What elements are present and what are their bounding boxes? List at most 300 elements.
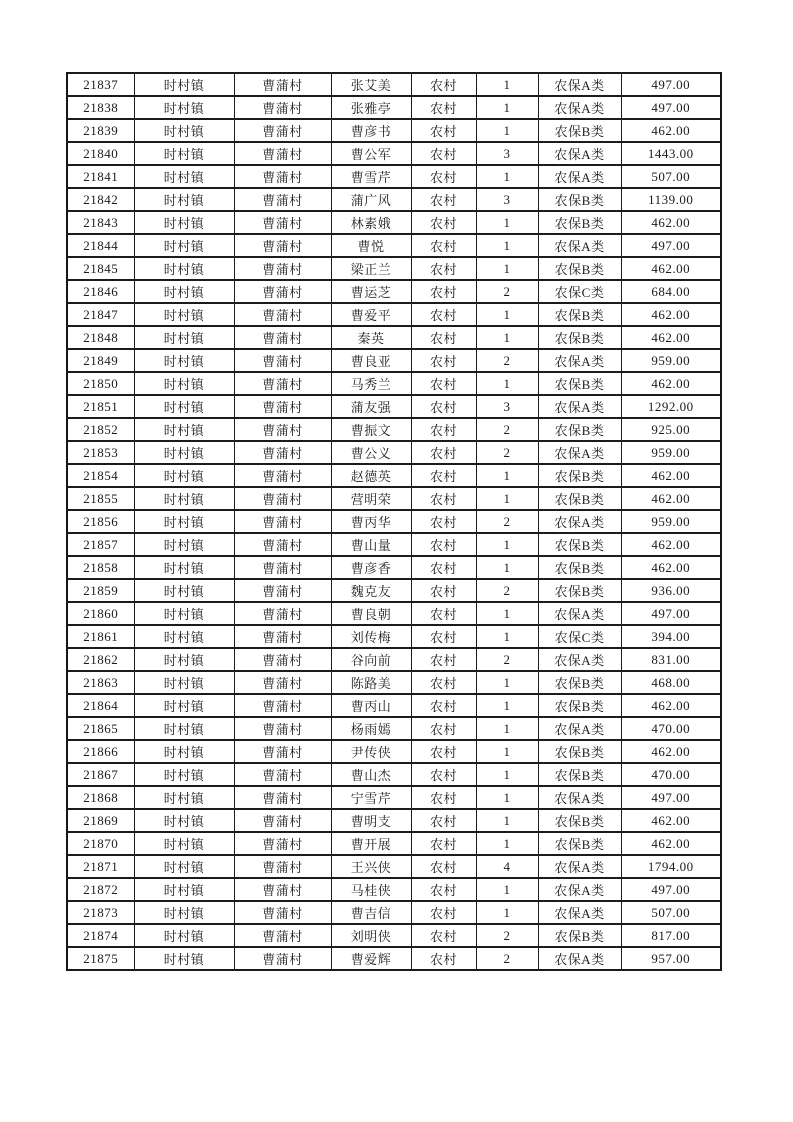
table-row	[67, 142, 721, 165]
category-cell: 农保C类	[538, 280, 621, 303]
seq-cell: 21853	[67, 441, 134, 464]
name-cell: 曹良亚	[331, 349, 411, 372]
category-cell: 农保B类	[538, 326, 621, 349]
residence-cell: 农村	[411, 648, 476, 671]
name-cell: 刘传梅	[331, 625, 411, 648]
amount-cell: 831.00	[621, 648, 721, 671]
count-cell: 2	[476, 924, 538, 947]
name-cell: 曹丙山	[331, 694, 411, 717]
town-cell: 时村镇	[134, 257, 234, 280]
amount-cell: 959.00	[621, 441, 721, 464]
name-cell: 陈路美	[331, 671, 411, 694]
count-cell: 1	[476, 717, 538, 740]
seq-cell: 21839	[67, 119, 134, 142]
residence-cell: 农村	[411, 303, 476, 326]
village-cell: 曹蒲村	[234, 671, 331, 694]
residence-cell: 农村	[411, 740, 476, 763]
village-cell: 曹蒲村	[234, 441, 331, 464]
category-cell: 农保B类	[538, 418, 621, 441]
category-cell: 农保A类	[538, 73, 621, 96]
name-cell: 曹公军	[331, 142, 411, 165]
name-cell: 曹良朝	[331, 602, 411, 625]
residence-cell: 农村	[411, 947, 476, 970]
town-cell: 时村镇	[134, 832, 234, 855]
name-cell: 王兴侠	[331, 855, 411, 878]
town-cell: 时村镇	[134, 464, 234, 487]
count-cell: 2	[476, 648, 538, 671]
category-cell: 农保B类	[538, 257, 621, 280]
town-cell: 时村镇	[134, 533, 234, 556]
residence-cell: 农村	[411, 441, 476, 464]
table-row	[67, 257, 721, 280]
town-cell: 时村镇	[134, 188, 234, 211]
table-row	[67, 119, 721, 142]
category-cell: 农保A类	[538, 901, 621, 924]
category-cell: 农保B类	[538, 924, 621, 947]
residence-cell: 农村	[411, 901, 476, 924]
village-cell: 曹蒲村	[234, 395, 331, 418]
amount-cell: 1794.00	[621, 855, 721, 878]
town-cell: 时村镇	[134, 694, 234, 717]
table-row	[67, 602, 721, 625]
count-cell: 1	[476, 165, 538, 188]
village-cell: 曹蒲村	[234, 188, 331, 211]
count-cell: 1	[476, 625, 538, 648]
payment-roster-table	[66, 72, 722, 971]
count-cell: 1	[476, 602, 538, 625]
table-row	[67, 901, 721, 924]
village-cell: 曹蒲村	[234, 96, 331, 119]
category-cell: 农保A类	[538, 349, 621, 372]
seq-cell: 21858	[67, 556, 134, 579]
town-cell: 时村镇	[134, 487, 234, 510]
town-cell: 时村镇	[134, 418, 234, 441]
seq-cell: 21844	[67, 234, 134, 257]
town-cell: 时村镇	[134, 855, 234, 878]
residence-cell: 农村	[411, 487, 476, 510]
seq-cell: 21845	[67, 257, 134, 280]
residence-cell: 农村	[411, 602, 476, 625]
name-cell: 曹开展	[331, 832, 411, 855]
amount-cell: 936.00	[621, 579, 721, 602]
amount-cell: 507.00	[621, 165, 721, 188]
count-cell: 3	[476, 188, 538, 211]
seq-cell: 21837	[67, 73, 134, 96]
seq-cell: 21860	[67, 602, 134, 625]
name-cell: 谷向前	[331, 648, 411, 671]
table-row	[67, 694, 721, 717]
count-cell: 2	[476, 349, 538, 372]
village-cell: 曹蒲村	[234, 73, 331, 96]
town-cell: 时村镇	[134, 73, 234, 96]
category-cell: 农保B类	[538, 211, 621, 234]
table-row	[67, 280, 721, 303]
table-row	[67, 556, 721, 579]
amount-cell: 1139.00	[621, 188, 721, 211]
count-cell: 1	[476, 901, 538, 924]
village-cell: 曹蒲村	[234, 165, 331, 188]
amount-cell: 462.00	[621, 694, 721, 717]
amount-cell: 462.00	[621, 326, 721, 349]
seq-cell: 21841	[67, 165, 134, 188]
village-cell: 曹蒲村	[234, 533, 331, 556]
town-cell: 时村镇	[134, 809, 234, 832]
town-cell: 时村镇	[134, 395, 234, 418]
count-cell: 2	[476, 418, 538, 441]
residence-cell: 农村	[411, 786, 476, 809]
amount-cell: 497.00	[621, 73, 721, 96]
category-cell: 农保A类	[538, 878, 621, 901]
count-cell: 1	[476, 740, 538, 763]
residence-cell: 农村	[411, 349, 476, 372]
seq-cell: 21867	[67, 763, 134, 786]
amount-cell: 462.00	[621, 740, 721, 763]
town-cell: 时村镇	[134, 303, 234, 326]
town-cell: 时村镇	[134, 648, 234, 671]
residence-cell: 农村	[411, 418, 476, 441]
name-cell: 曹爱辉	[331, 947, 411, 970]
category-cell: 农保B类	[538, 671, 621, 694]
name-cell: 杨雨嫣	[331, 717, 411, 740]
town-cell: 时村镇	[134, 625, 234, 648]
seq-cell: 21866	[67, 740, 134, 763]
town-cell: 时村镇	[134, 280, 234, 303]
category-cell: 农保A类	[538, 947, 621, 970]
table-row	[67, 326, 721, 349]
table-row	[67, 786, 721, 809]
category-cell: 农保A类	[538, 855, 621, 878]
amount-cell: 497.00	[621, 878, 721, 901]
category-cell: 农保B类	[538, 832, 621, 855]
amount-cell: 1292.00	[621, 395, 721, 418]
residence-cell: 农村	[411, 556, 476, 579]
category-cell: 农保B类	[538, 579, 621, 602]
amount-cell: 462.00	[621, 533, 721, 556]
count-cell: 2	[476, 510, 538, 533]
name-cell: 宁雪芹	[331, 786, 411, 809]
table-row	[67, 188, 721, 211]
seq-cell: 21857	[67, 533, 134, 556]
count-cell: 1	[476, 372, 538, 395]
name-cell: 蒲友强	[331, 395, 411, 418]
table-row	[67, 671, 721, 694]
seq-cell: 21855	[67, 487, 134, 510]
name-cell: 曹吉信	[331, 901, 411, 924]
table-row	[67, 441, 721, 464]
seq-cell: 21865	[67, 717, 134, 740]
village-cell: 曹蒲村	[234, 418, 331, 441]
table-row	[67, 418, 721, 441]
amount-cell: 462.00	[621, 832, 721, 855]
town-cell: 时村镇	[134, 717, 234, 740]
category-cell: 农保B类	[538, 809, 621, 832]
village-cell: 曹蒲村	[234, 809, 331, 832]
residence-cell: 农村	[411, 671, 476, 694]
category-cell: 农保B类	[538, 487, 621, 510]
name-cell: 魏克友	[331, 579, 411, 602]
name-cell: 曹山量	[331, 533, 411, 556]
table-row	[67, 648, 721, 671]
amount-cell: 1443.00	[621, 142, 721, 165]
town-cell: 时村镇	[134, 326, 234, 349]
category-cell: 农保B类	[538, 188, 621, 211]
table-row	[67, 947, 721, 970]
table-row	[67, 234, 721, 257]
amount-cell: 684.00	[621, 280, 721, 303]
count-cell: 2	[476, 579, 538, 602]
amount-cell: 497.00	[621, 786, 721, 809]
seq-cell: 21852	[67, 418, 134, 441]
name-cell: 曹悦	[331, 234, 411, 257]
village-cell: 曹蒲村	[234, 901, 331, 924]
count-cell: 3	[476, 395, 538, 418]
town-cell: 时村镇	[134, 786, 234, 809]
count-cell: 2	[476, 441, 538, 464]
count-cell: 1	[476, 809, 538, 832]
name-cell: 马秀兰	[331, 372, 411, 395]
seq-cell: 21870	[67, 832, 134, 855]
town-cell: 时村镇	[134, 234, 234, 257]
count-cell: 1	[476, 694, 538, 717]
category-cell: 农保B类	[538, 119, 621, 142]
category-cell: 农保A类	[538, 395, 621, 418]
residence-cell: 农村	[411, 73, 476, 96]
amount-cell: 462.00	[621, 119, 721, 142]
amount-cell: 462.00	[621, 211, 721, 234]
village-cell: 曹蒲村	[234, 464, 331, 487]
seq-cell: 21874	[67, 924, 134, 947]
seq-cell: 21840	[67, 142, 134, 165]
count-cell: 2	[476, 280, 538, 303]
table-row	[67, 165, 721, 188]
name-cell: 曹振文	[331, 418, 411, 441]
seq-cell: 21848	[67, 326, 134, 349]
category-cell: 农保B类	[538, 763, 621, 786]
town-cell: 时村镇	[134, 671, 234, 694]
town-cell: 时村镇	[134, 579, 234, 602]
town-cell: 时村镇	[134, 947, 234, 970]
residence-cell: 农村	[411, 142, 476, 165]
residence-cell: 农村	[411, 924, 476, 947]
count-cell: 4	[476, 855, 538, 878]
town-cell: 时村镇	[134, 142, 234, 165]
residence-cell: 农村	[411, 510, 476, 533]
count-cell: 1	[476, 487, 538, 510]
amount-cell: 817.00	[621, 924, 721, 947]
residence-cell: 农村	[411, 257, 476, 280]
village-cell: 曹蒲村	[234, 510, 331, 533]
amount-cell: 470.00	[621, 717, 721, 740]
village-cell: 曹蒲村	[234, 234, 331, 257]
seq-cell: 21872	[67, 878, 134, 901]
count-cell: 1	[476, 878, 538, 901]
amount-cell: 468.00	[621, 671, 721, 694]
seq-cell: 21846	[67, 280, 134, 303]
name-cell: 张雅亭	[331, 96, 411, 119]
village-cell: 曹蒲村	[234, 211, 331, 234]
amount-cell: 497.00	[621, 234, 721, 257]
name-cell: 曹丙华	[331, 510, 411, 533]
amount-cell: 462.00	[621, 372, 721, 395]
amount-cell: 925.00	[621, 418, 721, 441]
category-cell: 农保B类	[538, 464, 621, 487]
table-row	[67, 878, 721, 901]
seq-cell: 21856	[67, 510, 134, 533]
category-cell: 农保A类	[538, 142, 621, 165]
town-cell: 时村镇	[134, 96, 234, 119]
category-cell: 农保A类	[538, 165, 621, 188]
seq-cell: 21838	[67, 96, 134, 119]
residence-cell: 农村	[411, 717, 476, 740]
residence-cell: 农村	[411, 878, 476, 901]
seq-cell: 21862	[67, 648, 134, 671]
name-cell: 营明荣	[331, 487, 411, 510]
village-cell: 曹蒲村	[234, 119, 331, 142]
table-row	[67, 303, 721, 326]
residence-cell: 农村	[411, 855, 476, 878]
amount-cell: 462.00	[621, 303, 721, 326]
seq-cell: 21875	[67, 947, 134, 970]
village-cell: 曹蒲村	[234, 625, 331, 648]
amount-cell: 959.00	[621, 349, 721, 372]
town-cell: 时村镇	[134, 878, 234, 901]
name-cell: 曹明支	[331, 809, 411, 832]
category-cell: 农保B类	[538, 694, 621, 717]
seq-cell: 21850	[67, 372, 134, 395]
name-cell: 蒲广风	[331, 188, 411, 211]
table-row	[67, 625, 721, 648]
name-cell: 林素娥	[331, 211, 411, 234]
town-cell: 时村镇	[134, 349, 234, 372]
amount-cell: 957.00	[621, 947, 721, 970]
amount-cell: 462.00	[621, 257, 721, 280]
seq-cell: 21864	[67, 694, 134, 717]
seq-cell: 21868	[67, 786, 134, 809]
name-cell: 曹山杰	[331, 763, 411, 786]
residence-cell: 农村	[411, 372, 476, 395]
name-cell: 尹传侠	[331, 740, 411, 763]
count-cell: 1	[476, 234, 538, 257]
village-cell: 曹蒲村	[234, 924, 331, 947]
count-cell: 1	[476, 73, 538, 96]
count-cell: 3	[476, 142, 538, 165]
village-cell: 曹蒲村	[234, 280, 331, 303]
seq-cell: 21863	[67, 671, 134, 694]
village-cell: 曹蒲村	[234, 740, 331, 763]
residence-cell: 农村	[411, 464, 476, 487]
count-cell: 1	[476, 257, 538, 280]
count-cell: 1	[476, 786, 538, 809]
residence-cell: 农村	[411, 809, 476, 832]
town-cell: 时村镇	[134, 165, 234, 188]
residence-cell: 农村	[411, 119, 476, 142]
table-row	[67, 510, 721, 533]
category-cell: 农保A类	[538, 441, 621, 464]
count-cell: 1	[476, 96, 538, 119]
amount-cell: 462.00	[621, 464, 721, 487]
seq-cell: 21842	[67, 188, 134, 211]
category-cell: 农保B类	[538, 372, 621, 395]
residence-cell: 农村	[411, 326, 476, 349]
village-cell: 曹蒲村	[234, 855, 331, 878]
category-cell: 农保A类	[538, 96, 621, 119]
residence-cell: 农村	[411, 188, 476, 211]
category-cell: 农保A类	[538, 717, 621, 740]
village-cell: 曹蒲村	[234, 786, 331, 809]
village-cell: 曹蒲村	[234, 648, 331, 671]
count-cell: 1	[476, 303, 538, 326]
count-cell: 1	[476, 533, 538, 556]
name-cell: 张艾美	[331, 73, 411, 96]
village-cell: 曹蒲村	[234, 556, 331, 579]
village-cell: 曹蒲村	[234, 257, 331, 280]
name-cell: 赵德英	[331, 464, 411, 487]
count-cell: 2	[476, 947, 538, 970]
category-cell: 农保B类	[538, 533, 621, 556]
seq-cell: 21847	[67, 303, 134, 326]
amount-cell: 497.00	[621, 602, 721, 625]
village-cell: 曹蒲村	[234, 372, 331, 395]
count-cell: 1	[476, 211, 538, 234]
amount-cell: 497.00	[621, 96, 721, 119]
table-row	[67, 855, 721, 878]
town-cell: 时村镇	[134, 441, 234, 464]
seq-cell: 21859	[67, 579, 134, 602]
residence-cell: 农村	[411, 165, 476, 188]
village-cell: 曹蒲村	[234, 142, 331, 165]
table-row	[67, 96, 721, 119]
residence-cell: 农村	[411, 625, 476, 648]
category-cell: 农保B类	[538, 303, 621, 326]
table-row	[67, 533, 721, 556]
town-cell: 时村镇	[134, 763, 234, 786]
category-cell: 农保A类	[538, 786, 621, 809]
name-cell: 秦英	[331, 326, 411, 349]
table-row	[67, 395, 721, 418]
category-cell: 农保A类	[538, 234, 621, 257]
amount-cell: 470.00	[621, 763, 721, 786]
count-cell: 1	[476, 119, 538, 142]
name-cell: 曹彦香	[331, 556, 411, 579]
table-row	[67, 717, 721, 740]
town-cell: 时村镇	[134, 924, 234, 947]
village-cell: 曹蒲村	[234, 763, 331, 786]
table-row	[67, 487, 721, 510]
category-cell: 农保A类	[538, 510, 621, 533]
name-cell: 马桂侠	[331, 878, 411, 901]
table-row	[67, 740, 721, 763]
table-row	[67, 464, 721, 487]
count-cell: 1	[476, 556, 538, 579]
amount-cell: 959.00	[621, 510, 721, 533]
table-row	[67, 809, 721, 832]
amount-cell: 462.00	[621, 487, 721, 510]
table-row	[67, 372, 721, 395]
table-row	[67, 73, 721, 96]
table-row	[67, 349, 721, 372]
town-cell: 时村镇	[134, 211, 234, 234]
residence-cell: 农村	[411, 395, 476, 418]
count-cell: 1	[476, 763, 538, 786]
residence-cell: 农村	[411, 533, 476, 556]
seq-cell: 21869	[67, 809, 134, 832]
village-cell: 曹蒲村	[234, 303, 331, 326]
residence-cell: 农村	[411, 579, 476, 602]
seq-cell: 21849	[67, 349, 134, 372]
residence-cell: 农村	[411, 211, 476, 234]
seq-cell: 21873	[67, 901, 134, 924]
town-cell: 时村镇	[134, 556, 234, 579]
